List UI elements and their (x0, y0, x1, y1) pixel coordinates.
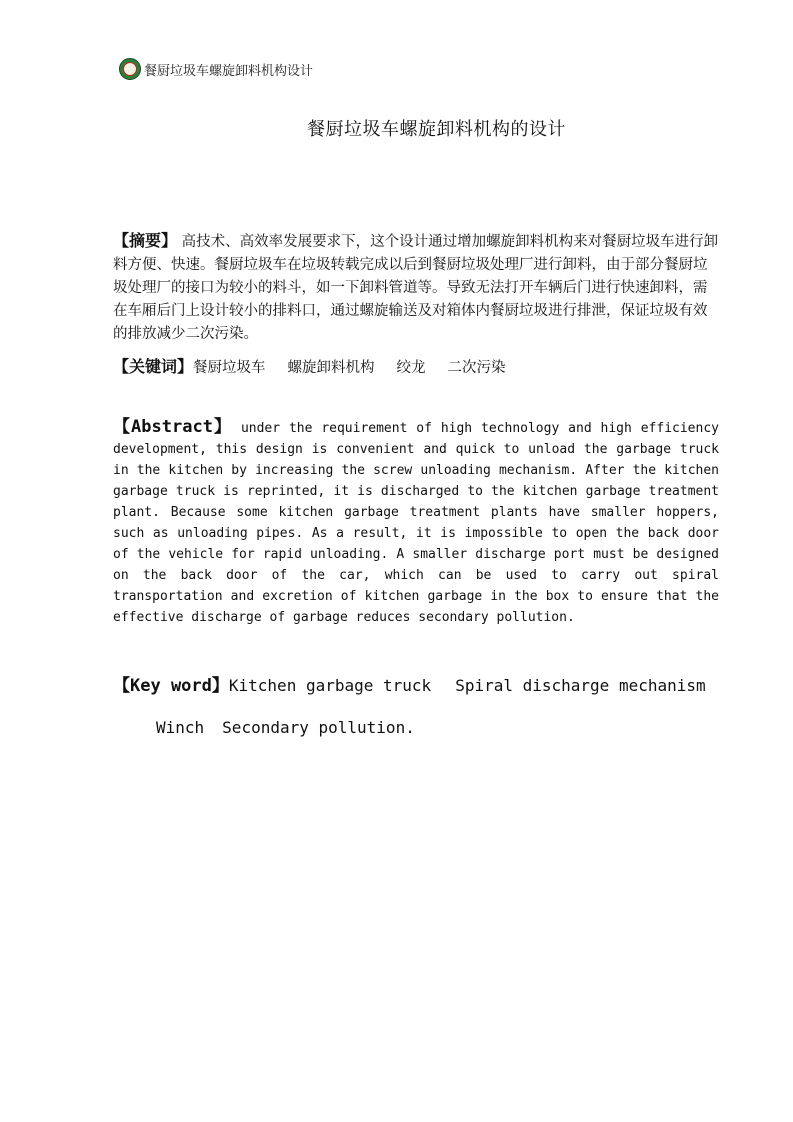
keyword-cn: 绞龙 (396, 360, 426, 376)
keyword-en: Winch (156, 718, 205, 737)
document-title: 餐厨垃圾车螺旋卸料机构的设计 (307, 119, 566, 140)
keywords-cn (113, 354, 719, 377)
abstract-en-label: 【Abstract】 (113, 417, 233, 437)
keyword-en: Spiral discharge mechanism (455, 676, 706, 695)
keyword-cn: 二次污染 (447, 360, 506, 376)
abstract-cn-label: 【摘要】 (113, 231, 178, 250)
keyword-en: Kitchen garbage truck (228, 676, 432, 695)
keywords-en-label: 【Key word】 (113, 676, 229, 696)
abstract-cn-text: 高技术、高效率发展要求下，这个设计通过增加螺旋卸料机构来对餐厨垃圾车进行卸料方便、快速。餐厨垃圾车在垃圾转载完成以后到餐厨垃圾处理厂进行卸料，由于部分餐厨垃圾处理厂的接口为较小的料斗，如一下卸料管道等。导致无法打开车辆后门进行快速卸料，需在车厢后门上设计较小的排料口，通过螺旋输送及对箱体内餐厨垃圾进行排泄，保证垃圾有效的排放减少二次污染。 (113, 234, 719, 342)
keywords-en (113, 665, 719, 748)
keyword-cn: 螺旋卸料机构 (287, 360, 375, 376)
header-text: 餐厨垃圾车螺旋卸料机构设计 (144, 63, 314, 79)
keyword-cn: 餐厨垃圾车 (193, 360, 266, 376)
abstract-en-text: under the requirement of high technology and high efficiency development, this design is convenient and quick to unload the garbage truck in the kitchen by increasing the screw unloading mechanism. After the kitchen garbage truck is reprinted, it is discharged to the kitchen garbage treatment plant. Because some kitchen garbage treatment plants have smaller hoppers, such as unloading pipes. As a result, it is impossible to open the back door of the vehicle for rapid unloading. A smaller discharge port must be designed on the back door of the car, which can be used to carry out spiral transportation and excretion of kitchen garbage in the box to ensure that the effective discharge of garbage reduces secondary pollution. (113, 421, 719, 625)
keyword-en: Secondary pollution. (222, 718, 415, 737)
abstract-cn (113, 229, 719, 346)
abstract-en (113, 417, 719, 628)
school-seal-icon (119, 58, 141, 80)
keywords-cn-label: 【关键词】 (113, 357, 194, 376)
page-header (119, 57, 313, 81)
